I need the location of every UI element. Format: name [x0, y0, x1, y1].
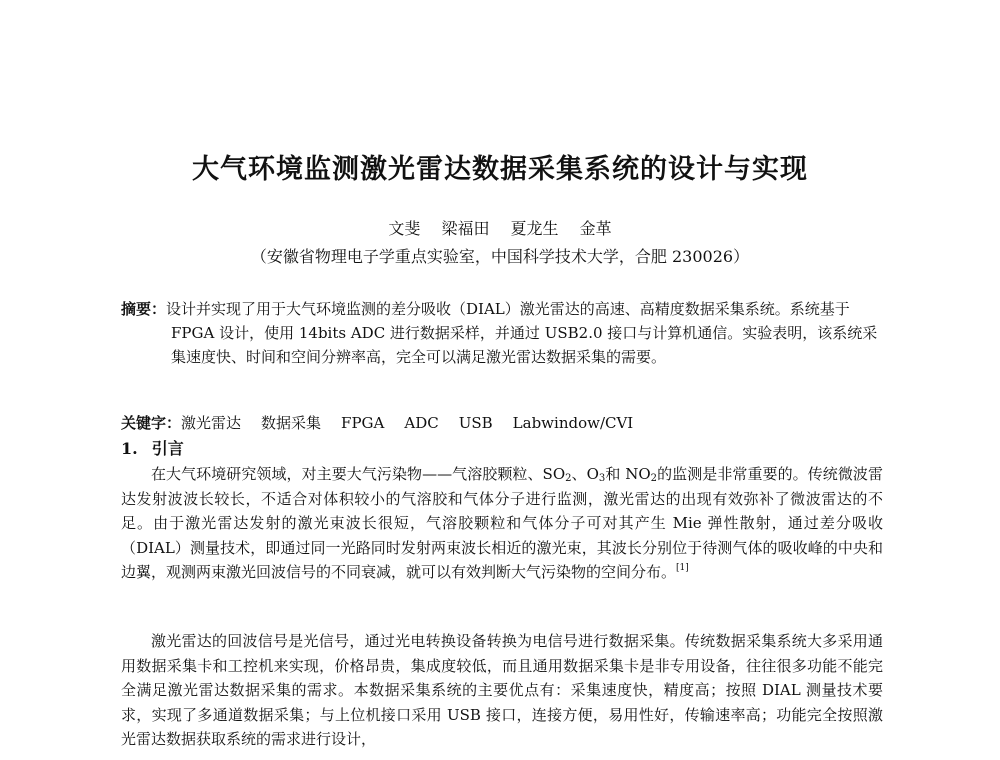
text-run: 的监测是非常重要的。传统微波雷达发射波波长较长，不适合对体积较小的气溶胶和气体分子进行监测，激光雷达的出现有效弥补了微波雷达的不足。由于激光雷达发射的激光束波长很短，气溶胶颗粒和气体分子可对其产生 Mie 弹性散射，通过差分吸收（DIAL）测量技术，即通过同一光路同时发射两束波长相近的激光束，其波长分别位于待测气体的吸收峰的中央和边翼，观测两束激光回波信号的不同衰减，就可以有效判断大气污染物的空间分布。 — [121, 465, 883, 581]
affiliation: （安徽省物理电子学重点实验室，中国科学技术大学，合肥 230026） — [250, 247, 750, 266]
keyword: 激光雷达 — [181, 414, 242, 432]
author-name: 夏龙生 — [510, 219, 559, 238]
abstract-label: 摘要： — [121, 300, 167, 318]
abstract-text: 设计并实现了用于大气环境监测的差分吸收（DIAL）激光雷达的高速、高精度数据采集系统。系统基于 FPGA 设计，使用 14bits ADC 进行数据采样，并通过 USB2.0 接口与计算机通信。实验表明，该系统采集速度快、时间和空间分辨率高，完全可以满足激光雷达数据采集的需要。 — [166, 300, 878, 366]
author-name: 文斐 — [388, 219, 421, 238]
keyword: 数据采集 — [261, 414, 322, 432]
keyword: Labwindow/CVI — [512, 414, 634, 432]
keyword: USB — [458, 414, 493, 432]
subscript: 2 — [565, 473, 572, 484]
keyword: FPGA — [341, 414, 385, 432]
citation-ref[interactable]: [1] — [676, 563, 689, 573]
keyword: ADC — [404, 414, 439, 432]
subscript: 3 — [598, 473, 606, 484]
author-list — [0, 216, 1000, 239]
text-run: 、O — [571, 465, 599, 483]
subscript: 2 — [650, 473, 658, 484]
section-number: 1. — [121, 439, 138, 458]
author-name: 金革 — [579, 219, 612, 238]
abstract — [121, 297, 883, 369]
text-run: 和 NO — [605, 465, 651, 483]
body-paragraph-1 — [121, 462, 883, 585]
author-name: 梁福田 — [441, 219, 490, 238]
text-run: 在大气环境研究领域，对主要大气污染物——气溶胶颗粒、SO — [151, 465, 566, 483]
keywords — [121, 411, 883, 435]
section-heading — [121, 436, 184, 459]
paper-title: 大气环境监测激光雷达数据采集系统的设计与实现 — [192, 154, 808, 185]
body-paragraph-2: 激光雷达的回波信号是光信号，通过光电转换设备转换为电信号进行数据采集。传统数据采集系统大多采用通用数据采集卡和工控机来实现，价格昂贵，集成度较低，而且通用数据采集卡是非专用设备，往往很多功能不能完全满足激光雷达数据采集的需求。本数据采集系统的主要优点有：采集速度快，精度高；按照 DIAL 测量技术要求，实现了多通道数据采集；与上位机接口采用 USB 接口，连接方便，易用性好，传输速率高；功能完全按照激光雷达数据获取系统的需求进行设计， — [121, 632, 883, 748]
section-title: 引言 — [151, 439, 184, 458]
keywords-label: 关键字： — [121, 414, 182, 432]
